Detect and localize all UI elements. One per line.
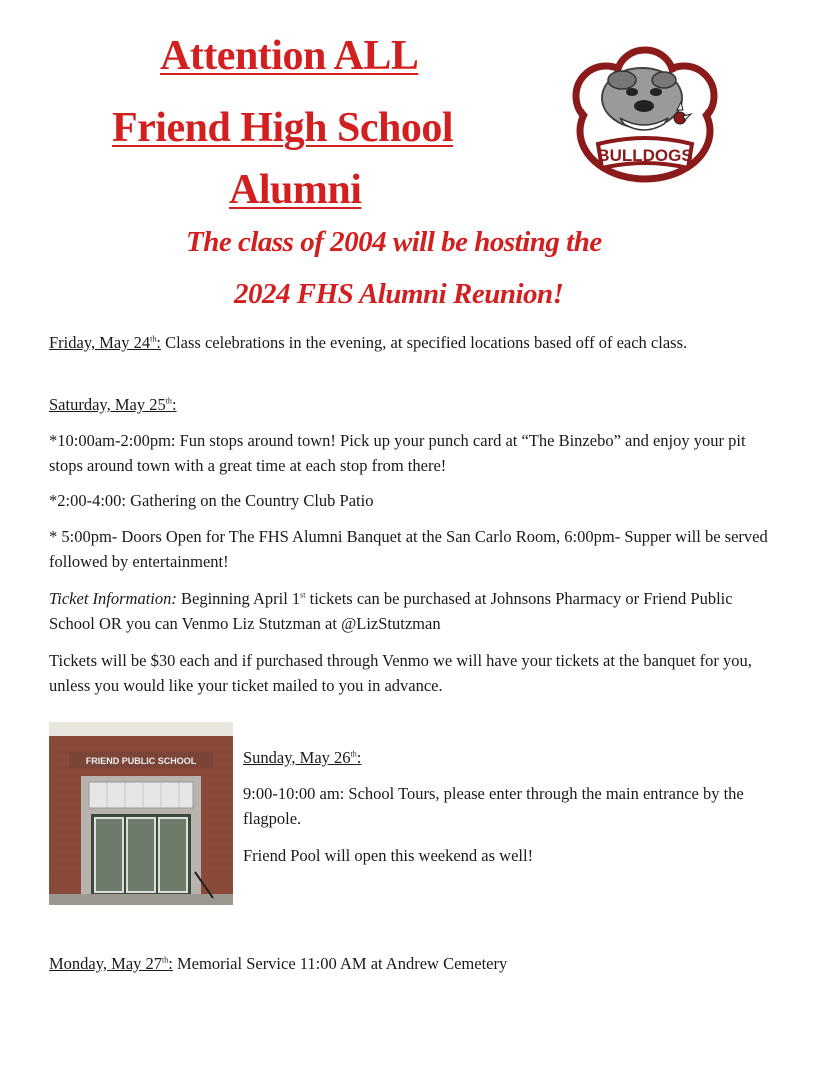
saturday-heading: Saturday, May 25th: [49, 395, 177, 414]
ticket-info-paragraph: Ticket Information: Beginning April 1st tickets can be purchased at Johnsons Pharmacy or Friend Public School OR you can Venmo Liz Stutzman at @LizStutzman [49, 589, 733, 633]
friday-label: Friday, May 24th: [49, 333, 161, 352]
sunday-heading: Sunday, May 26th: [243, 748, 362, 767]
school-sign-text: FRIEND PUBLIC SCHOOL [85, 756, 197, 766]
sunday-item-2: Friend Pool will open this weekend as well! [243, 846, 534, 865]
school-entrance-photo [49, 722, 233, 905]
subtitle-line-2: 2024 FHS Alumni Reunion! [234, 278, 564, 310]
sunday-item-1: 9:00-10:00 am: School Tours, please enter through the main entrance by the flagpole. [243, 784, 744, 828]
ticket-price-paragraph: Tickets will be $30 each and if purchased through Venmo we will have your tickets at the banquet for you, unless you would like your ticket mailed to you in advance. [49, 651, 752, 695]
logo-text: BULLDOGS [597, 146, 693, 165]
subtitle-line-1: The class of 2004 will be hosting the [186, 226, 602, 258]
title-line-2: Friend High School [112, 105, 454, 151]
bulldogs-logo [560, 36, 730, 186]
friday-paragraph [49, 330, 779, 355]
friday-text: Class celebrations in the evening, at specified locations based off of each class. [160, 333, 688, 352]
saturday-item-2: *2:00-4:00: Gathering on the Country Club Patio [49, 491, 374, 510]
monday-label: Monday, May 27th: [49, 954, 173, 973]
monday-paragraph: Monday, May 27th: Memorial Service 11:00 AM at Andrew Cemetery [49, 954, 508, 973]
ticket-info-label: Ticket Information: [49, 589, 177, 608]
saturday-item-1: *10:00am-2:00pm: Fun stops around town! Pick up your punch card at “The Binzebo” and enjoy your pit stops around town with a great time at each stop from there! [49, 431, 746, 475]
saturday-item-3: * 5:00pm- Doors Open for The FHS Alumni Banquet at the San Carlo Room, 6:00pm- Supper will be served followed by entertainment! [49, 527, 768, 571]
title-line-3: Alumni [229, 167, 362, 213]
title-line-1: Attention ALL [160, 33, 419, 79]
